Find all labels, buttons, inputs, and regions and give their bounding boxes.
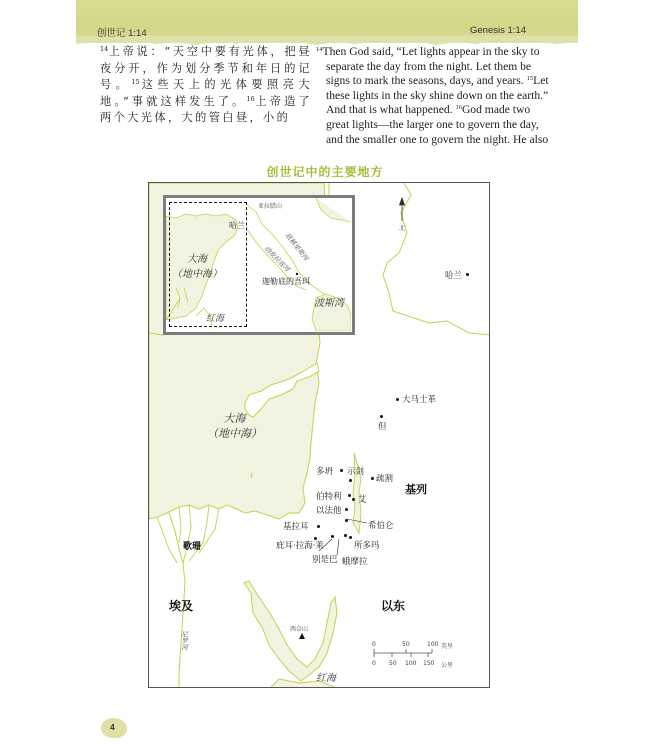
label-sodom: 所多玛 xyxy=(354,541,380,551)
label-text: 大海 xyxy=(187,254,207,265)
label-inset-red-sea: 红海 xyxy=(206,314,225,324)
verse-number: 15 xyxy=(131,78,140,86)
inset-map xyxy=(163,195,355,335)
north-label: 北 xyxy=(399,225,406,232)
scale-miles-label: 英里 xyxy=(441,643,454,650)
label-gomorrah: 蛾摩拉 xyxy=(342,557,368,567)
label-persian-gulf: 波斯湾 xyxy=(314,298,344,309)
scale-km-150: 150 xyxy=(423,660,435,667)
label-egypt: 埃及 xyxy=(169,599,194,613)
label-haran: 哈兰 xyxy=(445,271,463,281)
dot-beersheba xyxy=(331,535,334,538)
label-dothan: 多坍 xyxy=(316,467,334,477)
label-text: 大海 xyxy=(223,412,246,425)
label-tigris: 底格里斯河 xyxy=(283,231,311,263)
verse-text: God made two great lights—the larger one to govern the day, and the smaller one to govern the night. He also xyxy=(326,103,549,146)
scale-mile-50: 50 xyxy=(402,641,410,648)
dot-dan xyxy=(380,415,383,418)
scale-km-label: 公里 xyxy=(441,662,454,669)
english-text-column xyxy=(316,45,552,147)
dot-haran xyxy=(466,273,469,276)
scale-mile-0: 0 xyxy=(372,641,376,648)
verse-number: 15 xyxy=(526,75,534,83)
verse-number: 16 xyxy=(455,104,462,112)
verse-text: Let these lights in the sky shine down on the earth.” And that is what happened. xyxy=(326,74,549,117)
scale-mile-100: 100 xyxy=(427,641,439,648)
running-head-right: Genesis 1:14 xyxy=(470,25,526,36)
label-beersheba: 别是巴 xyxy=(312,555,338,565)
dot-bethel xyxy=(348,494,351,497)
dot-gomorrah xyxy=(344,534,347,537)
label-dan: 但 xyxy=(378,422,387,432)
dot-hebron xyxy=(345,519,348,522)
label-mount-sinai: 西奈山 xyxy=(290,626,309,633)
label-text: （地中海） xyxy=(172,269,222,280)
chinese-text-column xyxy=(100,44,312,127)
label-great-sea xyxy=(207,411,262,441)
scale-km-100: 100 xyxy=(405,660,417,667)
label-beer-lahai-roi: 庇耳·拉海·莱 xyxy=(276,541,324,551)
scale-km-50: 50 xyxy=(389,660,397,667)
verse-text: 上帝说：“天空中要有光体，把昼夜分开，作为划分季节和年日的记号。 xyxy=(100,45,312,91)
page-number: 4 xyxy=(110,722,115,732)
label-nile: 尼罗河 xyxy=(180,631,188,651)
label-text: （地中海） xyxy=(207,427,262,440)
verse-number: 14 xyxy=(100,45,109,53)
label-euphrates: 幼发拉底河 xyxy=(262,244,292,274)
dot-succoth xyxy=(371,477,374,480)
label-bethel: 伯特利 xyxy=(316,492,342,502)
verse-number: 14 xyxy=(316,46,323,53)
label-gerar: 基拉耳 xyxy=(283,522,309,532)
label-shechem: 示剑 xyxy=(347,467,365,477)
label-ur: 迦勒底的吾珥 xyxy=(262,277,310,286)
running-head-left: 创世记 1:14 xyxy=(97,28,147,39)
dot-ephrath xyxy=(345,508,348,511)
scale-km-0: 0 xyxy=(372,660,376,667)
label-ai: 艾 xyxy=(358,495,367,505)
dot-dothan xyxy=(340,469,343,472)
dot-gerar xyxy=(317,525,320,528)
label-red-sea: 红海 xyxy=(316,673,336,684)
map-frame xyxy=(148,182,490,688)
verse-text: 上帝造了两个大光体，大的管白昼，小的 xyxy=(100,94,312,124)
label-gilead: 基列 xyxy=(405,483,427,496)
verse-number: 16 xyxy=(246,94,255,103)
label-ephrath: 以法他 xyxy=(316,506,342,516)
label-edom: 以东 xyxy=(381,599,406,613)
dot-sodom xyxy=(349,536,352,539)
verse-text: Then God said, “Let lights appear in the sky to separate the day from the night. Let them be signs to mark the seasons, days, and years. xyxy=(322,45,540,88)
label-inset-haran: 哈兰 xyxy=(229,221,245,230)
label-hebron: 希伯仑 xyxy=(368,521,394,531)
label-goshen: 歌珊 xyxy=(183,542,202,552)
label-inset-great-sea xyxy=(172,252,222,282)
label-damascus: 大马士革 xyxy=(402,395,437,405)
dot-damascus xyxy=(396,398,399,401)
verse-text: 这些天上的光体要照亮大地。”事就这样发生了。 xyxy=(100,78,312,108)
dot-ai xyxy=(352,498,355,501)
label-succoth: 疏割 xyxy=(376,474,394,484)
label-mount-ararat: 亚拉腊山 xyxy=(258,203,283,210)
dot-shechem xyxy=(349,479,352,482)
map-title: 创世记中的主要地方 xyxy=(266,165,384,179)
